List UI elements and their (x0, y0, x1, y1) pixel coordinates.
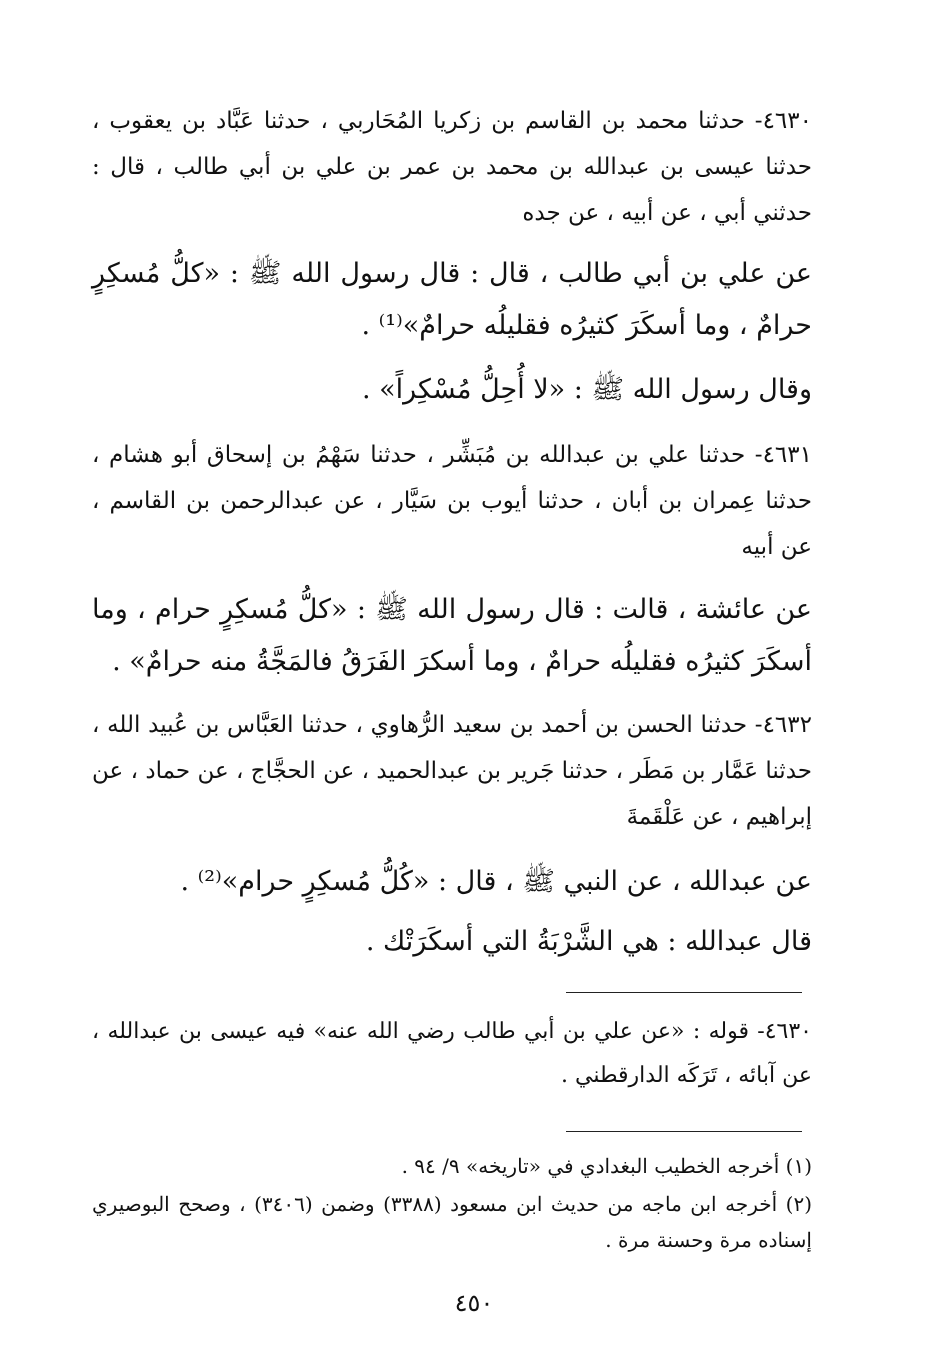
hadith-4632-isnad: ٤٦٣٢- حدثنا الحسن بن أحمد بن سعيد الرُّهاوي ، حدثنا العَبَّاس بن عُبيد الله ، حدثنا عَمَّار بن مَطَر ، حدثنا جَرير بن عبدالحميد ، عن الحجَّاج ، عن حماد ، عن إبراهيم ، عن عَلْقَمةَ (92, 712, 812, 830)
hadith-4631-isnad: ٤٦٣١- حدثنا علي بن عبدالله بن مُبَشِّر ، حدثنا سَهْمُ بن إسحاق أبو هشام ، حدثنا عِمران بن أبان ، حدثنا أيوب بن سَيَّار ، عن عبدالرحمن بن القاسم ، عن أبيه (92, 442, 812, 560)
page-number: ٤٥٠ (454, 1289, 494, 1317)
footnote-divider (566, 1131, 802, 1132)
footnote-1: (١) أخرجه الخطيب البغدادي في «تاريخه» ٩/ ٩٤ . (401, 1154, 812, 1178)
footnote-2: (٢) أخرجه ابن ماجه من حديث ابن مسعود (٣٣٨٨) وضمن (٣٤٠٦) ، وصحح البوصيري إسناده مرة وحسنة مرة . (92, 1192, 812, 1252)
commentary-4630: ٤٦٣٠- قوله : «عن علي بن أبي طالب رضي الله عنه» فيه عيسى بن عبدالله ، عن آبائه ، تَرَكَه الدارقطني . (92, 1019, 812, 1088)
commentary-divider (566, 992, 802, 993)
hadith-4632-matn: عن عبدالله ، عن النبي ﷺ ، قال : «كُلُّ مُسكِرٍ حرام»⁽²⁾ . (180, 866, 812, 897)
hadith-4630-matn: عن علي بن أبي طالب ، قال : قال رسول الله ﷺ : «كلُّ مُسكِرٍ حرامٌ ، وما أسكَرَ كثيرُه فقليلُه حرامٌ»⁽¹⁾ . (92, 258, 812, 341)
hadith-4632-matn-2: قال عبدالله : هي الشَّرْبَةُ التي أسكَرَتْك . (365, 926, 812, 957)
hadith-4630-matn-2: وقال رسول الله ﷺ : «لا أُحِلُّ مُسْكِراً» . (361, 374, 812, 405)
hadith-4631-matn: عن عائشة ، قالت : قال رسول الله ﷺ : «كلُّ مُسكِرٍ حرام ، وما أسكَرَ كثيرُه فقليلُه حرامٌ ، وما أسكرَ الفَرَقُ فالمَجَّةُ منه حرامٌ» . (92, 594, 812, 677)
hadith-4630-isnad: ٤٦٣٠- حدثنا محمد بن القاسم بن زكريا المُحَاربي ، حدثنا عَبَّاد بن يعقوب ، حدثنا عيسى بن عبدالله بن محمد بن عمر بن علي بن أبي طالب ، قال : حدثني أبي ، عن أبيه ، عن جده (92, 108, 812, 226)
